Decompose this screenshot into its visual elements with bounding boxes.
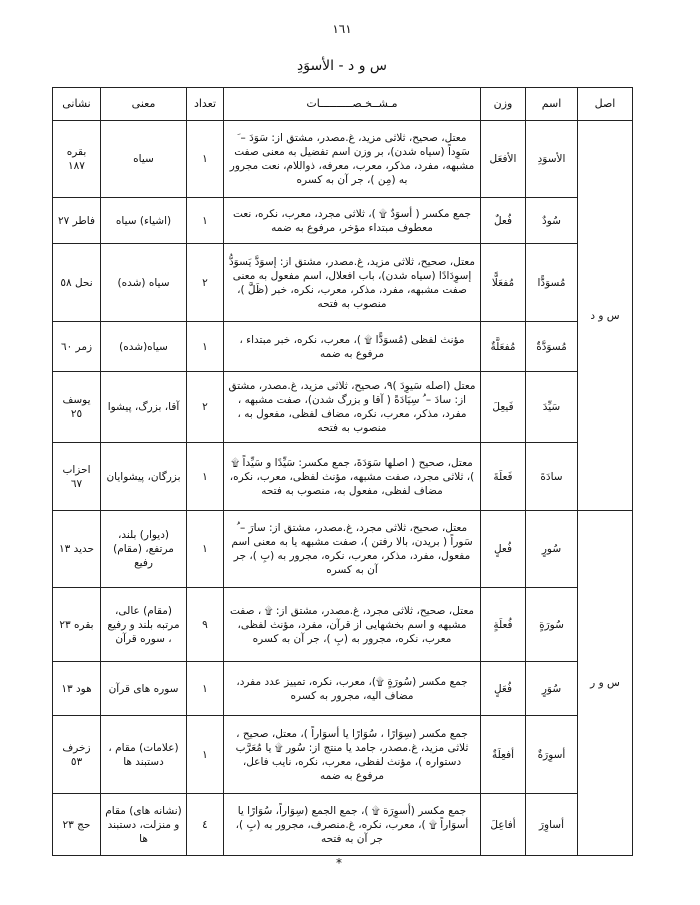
ref-cell: بقره ٢٣ [53,588,101,662]
table-row [53,716,633,794]
header-meaning: معنی [101,88,187,121]
wazn-cell: مُفعَلَّةٌ [481,322,526,372]
wazn-cell: فُعلٍ [481,511,526,588]
count-cell: ١ [187,322,224,372]
noun-cell: أسوِرَةٌ [526,716,578,794]
desc-cell: معتل، صحیح ( اصلها سَوَدَةَ، جمع مکسر: سَیِّدًا و سَیِّداً ۩ )، ثلاثی مجرد، صفت مشبهه، مؤنث لفظی، معرب، نکره، مضاف لفظی، مفعول به، منصوب به فتحه [224,443,481,511]
header-count: تعداد [187,88,224,121]
wazn-cell: فُعلَةٍ [481,588,526,662]
ref-cell: بقره ١٨٧ [53,121,101,198]
noun-cell: مُسوَدَّةٌ [526,322,578,372]
header-ref: نشانی [53,88,101,121]
wazn-cell: فَیعِلَ [481,372,526,443]
count-cell: ١ [187,662,224,716]
wazn-cell: أفعِلَةٌ [481,716,526,794]
page-title: س و د - الأسوَدِ [296,58,387,74]
table-row [53,121,633,198]
page-number: ١٦١ [332,22,352,36]
count-cell: ٩ [187,588,224,662]
noun-cell: سُورَةٍ [526,588,578,662]
table-row [53,322,633,372]
table-row [53,372,633,443]
table-row [53,511,633,588]
meaning-cell: سوره های قرآن [101,662,187,716]
table-row [53,244,633,322]
meaning-cell: سیاه (شده) [101,244,187,322]
count-cell: ٢ [187,372,224,443]
wazn-cell: الأفعَل [481,121,526,198]
header-root: اصل [578,88,633,121]
noun-cell: سادَةَ [526,443,578,511]
header-wazn: وزن [481,88,526,121]
root-cell: س و د [578,121,633,511]
wazn-cell: فَعلَةَ [481,443,526,511]
meaning-cell: (دیوار) بلند، مرتفع، (مقام) رفیع [101,511,187,588]
count-cell: ١ [187,443,224,511]
root-cell: س و ر [578,511,633,856]
meaning-cell: (مقام) عالی، مرتبه بلند و رفیع ، سوره قرآن [101,588,187,662]
noun-cell: سُوَرٍ [526,662,578,716]
meaning-cell: (علامات) مقام ، دستبند ها [101,716,187,794]
desc-cell: جمع مکسر ( أسوَدٌ ۩ )، ثلاثی مجرد، معرب، نکره، نعت معطوف مبتداء مؤخر، مرفوع به ضمه [224,198,481,244]
desc-cell: جمع مکسر (أسوِرَة ۩ )، جمع الجمع (سِوَاراً، سُوَارًا یا أسوَاراً ۩ )، معرب، نکره، غ.منصرف، مجرور به (بِ )، جر آن به فتحه [224,794,481,856]
meaning-cell: سیاه [101,121,187,198]
table-row [53,588,633,662]
wazn-cell: فُعَلٍ [481,662,526,716]
count-cell: ١ [187,198,224,244]
table-row [53,794,633,856]
ref-cell: هود ١٣ [53,662,101,716]
footnote-mark: * [336,856,342,870]
desc-cell: جمع مکسر (سِوَارًا ، سُوَارًا یا أسوَاراً )، معتل، صحیح ، ثلاثی مزید، غ.مصدر، جامد یا منتج از: سُور ۩ یا مُعَرَّب دستواره )، مؤنث لفظی، معرب، نکره، نایب فاعل، مرفوع به ضمه [224,716,481,794]
word-analysis-table [52,87,633,856]
noun-cell: أساوِرَ [526,794,578,856]
ref-cell: زخرف ٥٣ [53,716,101,794]
table-row [53,443,633,511]
desc-cell: مؤنث لفظی (مُسوَدًّا ۩ )، معرب، نکره، خبر مبتداء ، مرفوع به ضمه [224,322,481,372]
count-cell: ١ [187,121,224,198]
wazn-cell: أفاعِلَ [481,794,526,856]
ref-cell: حج ٢٣ [53,794,101,856]
desc-cell: معتل (اصله سَیوِدَ )٩، صحیح، ثلاثی مزید، غ.مصدر، مشتق از: سادَ – ُ سِیَادَةً ( آقا و بزرگ شدن)، صفت مشبهه ، مفرد، مذکر، معرب، نکره، مضاف لفظی، مفعول به ، منصوب به فتحه [224,372,481,443]
noun-cell: سُودٌ [526,198,578,244]
meaning-cell: بزرگان، پیشوایان [101,443,187,511]
ref-cell: یوسف ٢٥ [53,372,101,443]
desc-cell: معتل، صحیح، ثلاثی مجرد، غ.مصدر، مشتق از: ۩ ، صفت مشبهه و اسم بخشهایی از قرآن، مفرد، مؤنث لفظی، معرب، نکره، مجرور به (بِ )، جر آن به کسره [224,588,481,662]
count-cell: ٢ [187,244,224,322]
table-row [53,198,633,244]
desc-cell: جمع مکسر (سُورَةٍ ۩)، معرب، نکره، تمییز عدد مفرد، مضاف الیه، مجرور به کسره [224,662,481,716]
noun-cell: الأسوَدِ [526,121,578,198]
noun-cell: سُورٍ [526,511,578,588]
header-noun: اسم [526,88,578,121]
table-header-row [53,88,633,121]
desc-cell: معتل، صحیح، ثلاثی مجرد، غ.مصدر، مشتق از: سارَ – ُ سَوراً ( بریدن، بالا رفتن )، صفت مشبهه یا به معنی اسم مفعول، مفرد، مذکر، معرب، نکره، مجرور به (بِ )، جر آن به کسره [224,511,481,588]
desc-cell: معتل، صحیح، ثلاثی مزید، غ.مصدر، مشتق از: إسوَدَّ يَسوَدُّ إسوِدَادًا (سیاه شدن)، باب افعلال، اسم مفعول به معنی صفت مشبهه، مفرد، مذکر، معرب، نکره، خبر (ظَلَّ )، منصوب به فتحه [224,244,481,322]
wazn-cell: مُفعَلًّا [481,244,526,322]
desc-cell: معتل، صحیح، ثلاثی مزید، غ.مصدر، مشتق از: سَوَدَ – َ سَوِداً (سیاه شدن)، بر وزن اسم تفضیل به معنی صفت مشبهه، مفرد، مذکر، معرب، معرفه، ذواللام، نعت مجرور به (مِن )، جر آن به کسره [224,121,481,198]
count-cell: ١ [187,511,224,588]
header-desc: مـشــخـصــــــــــات [224,88,481,121]
ref-cell: نحل ٥٨ [53,244,101,322]
ref-cell: حدید ١٣ [53,511,101,588]
table-row [53,662,633,716]
meaning-cell: (نشانه های) مقام و منزلت، دستبند ها [101,794,187,856]
noun-cell: سَیِّدَ [526,372,578,443]
meaning-cell: آقا، بزرگ، پیشوا [101,372,187,443]
ref-cell: احزاب ٦٧ [53,443,101,511]
count-cell: ٤ [187,794,224,856]
meaning-cell: (اشیاء) سیاه [101,198,187,244]
noun-cell: مُسوَدًّا [526,244,578,322]
ref-cell: فاطر ٢٧ [53,198,101,244]
wazn-cell: فُعلٌ [481,198,526,244]
ref-cell: زمر ٦٠ [53,322,101,372]
meaning-cell: سیاه(شده) [101,322,187,372]
count-cell: ١ [187,716,224,794]
